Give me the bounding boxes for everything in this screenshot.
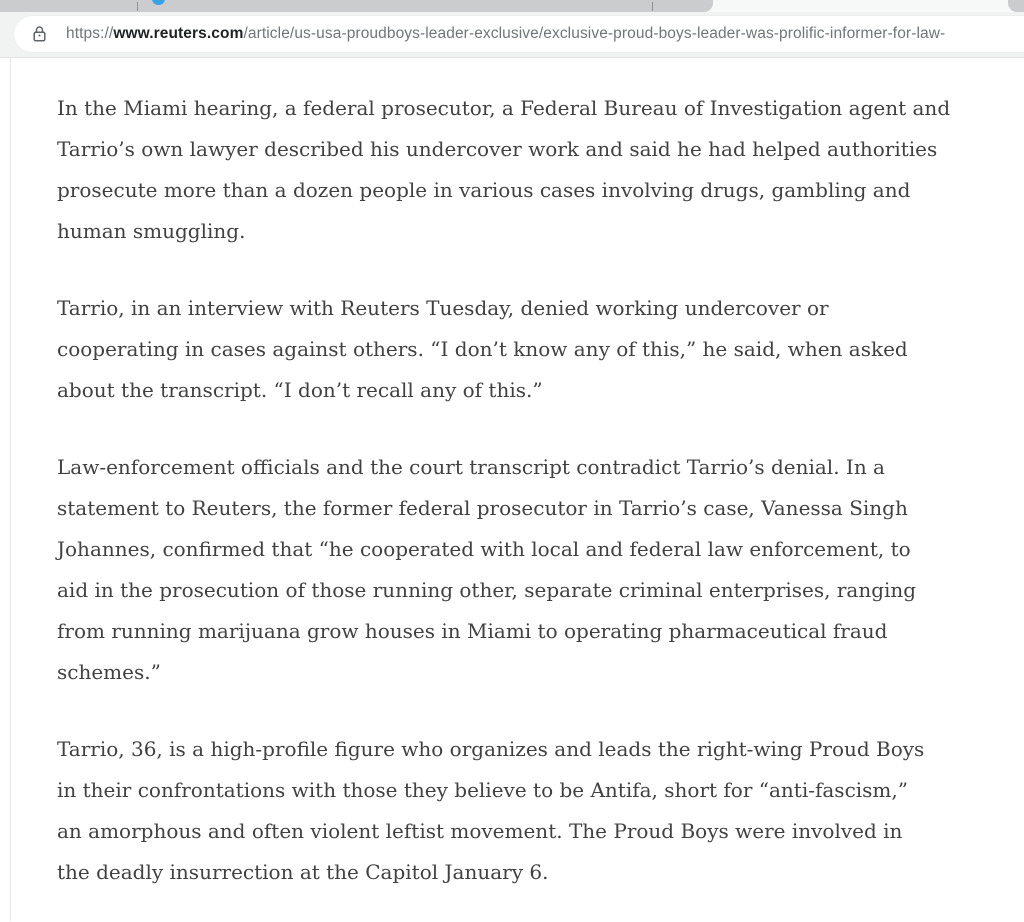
page-content <box>0 58 1024 921</box>
paragraph <box>57 729 984 893</box>
article-line: statement to Reuters, the former federal prosecutor in Tarrio’s case, Vanessa Singh <box>57 496 908 520</box>
article-line: the deadly insurrection at the Capitol January 6. <box>57 860 549 884</box>
paragraph <box>57 288 984 411</box>
tab-divider <box>652 2 653 11</box>
paragraph <box>57 88 984 252</box>
article-line: about the transcript. “I don’t recall any of this.” <box>57 378 543 402</box>
inactive-tabs-area[interactable] <box>0 0 713 12</box>
article-line: Johannes, confirmed that “he cooperated with local and federal law enforcement, to <box>57 537 911 561</box>
article-line: In the Miami hearing, a federal prosecutor, a Federal Bureau of Investigation agent and <box>57 96 951 120</box>
article-line: cooperating in cases against others. “I don’t know any of this,” he said, when asked <box>57 337 908 361</box>
browser-toolbar <box>0 12 1024 58</box>
article-line: an amorphous and often violent leftist movement. The Proud Boys were involved in <box>57 819 903 843</box>
article-line: human smuggling. <box>57 219 246 243</box>
page-left-rule <box>10 58 11 921</box>
tab-strip <box>0 0 1024 12</box>
lock-icon[interactable] <box>31 24 48 44</box>
url-scheme: https:// <box>66 25 114 42</box>
article-body <box>0 58 1024 893</box>
url-domain: www.reuters.com <box>113 25 244 42</box>
article-line: Tarrio, in an interview with Reuters Tuesday, denied working undercover or <box>57 296 829 320</box>
article-line: prosecute more than a dozen people in various cases involving drugs, gambling and <box>57 178 911 202</box>
tab-divider <box>137 2 138 11</box>
article-line: Law-enforcement officials and the court transcript contradict Tarrio’s denial. In a <box>57 455 885 479</box>
article-line: from running marijuana grow houses in Miami to operating pharmaceutical fraud <box>57 619 888 643</box>
article-line: schemes.” <box>57 660 161 684</box>
article-line: Tarrio, 36, is a high-profile figure who organizes and leads the right-wing Proud Boys <box>57 737 925 761</box>
url-text[interactable] <box>66 25 945 43</box>
url-path: /article/us-usa-proudboys-leader-exclusive/exclusive-proud-boys-leader-was-prolific-informer-for-law- <box>243 25 946 42</box>
inactive-tabs-area-right[interactable] <box>1008 0 1024 12</box>
article-line: Tarrio’s own lawyer described his undercover work and said he had helped authorities <box>57 137 938 161</box>
paragraph <box>57 447 984 693</box>
address-bar[interactable] <box>14 16 1024 52</box>
article-line: aid in the prosecution of those running other, separate criminal enterprises, ranging <box>57 578 917 602</box>
article-line: in their confrontations with those they believe to be Antifa, short for “anti-fascism,” <box>57 778 908 802</box>
